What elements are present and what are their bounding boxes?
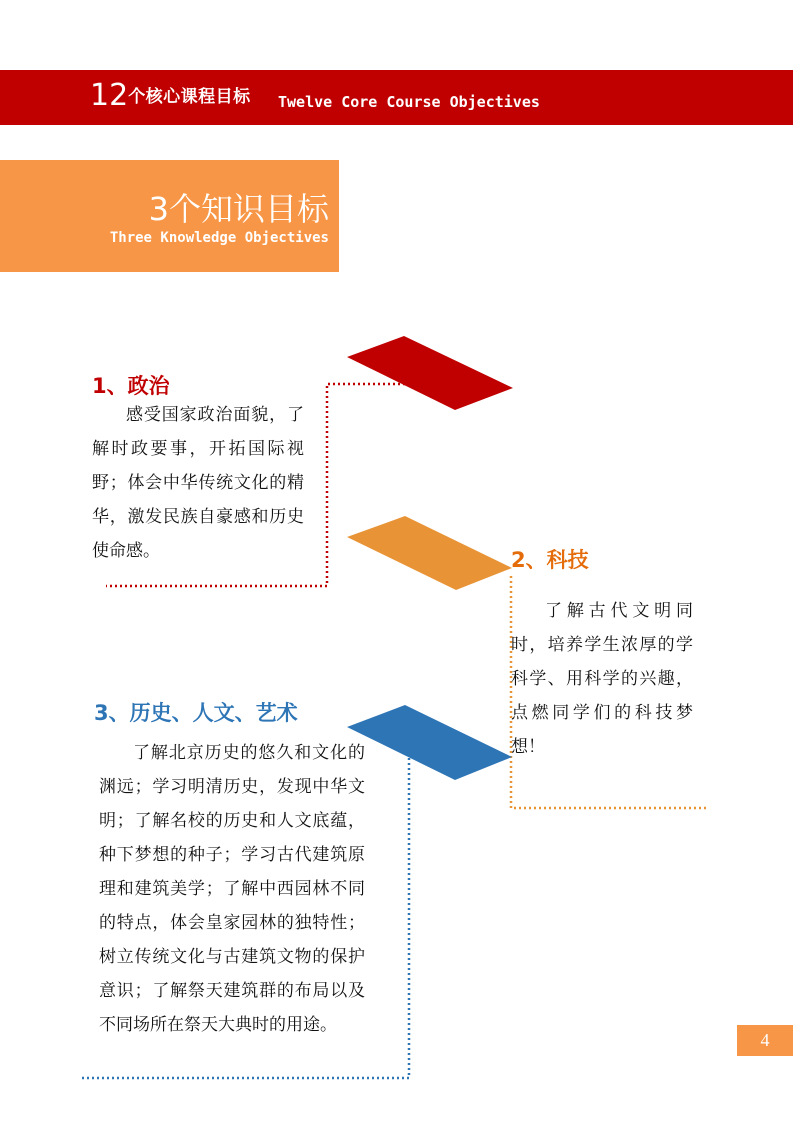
page-number: 4 [760,1030,770,1050]
banner-title: 3个知识目标 [148,190,329,228]
diamond-blue [347,705,512,780]
section-heading-politics: 1、政治 [92,374,170,398]
section-body-technology: 了解古代文明同时，培养学生浓厚的学科学、用科学的兴趣，点燃同学们的科技梦想！ [511,601,693,757]
header-number: 12 [90,78,129,113]
section-heading-technology: 2、科技 [511,548,589,572]
banner-subtitle: Three Knowledge Objectives [109,230,329,246]
header-title-en: Twelve Core Course Objectives [278,93,540,111]
diamond-orange [347,516,512,590]
section-body-history-arts: 了解北京历史的悠久和文化的渊远；学习明清历史，发现中华文明；了解名校的历史和人文底蕴，种下梦想的种子；学习古代建筑原理和建筑美学；了解中西园林不同的特点，体会皇家园林的独特性；树立传统文化与古建筑文物的保护意识；了解祭天建筑群的布局以及不同场所在祭天大典时的用途。 [99,743,365,1035]
header-title-cn: 个核心课程目标 [128,87,251,107]
section-body-politics: 感受国家政治面貌，了解时政要事，开拓国际视野；体会中华传统文化的精华，激发民族自豪感和历史使命感。 [92,405,304,561]
page-number-box [737,1025,793,1056]
diamond-red [347,336,513,410]
section-heading-history-arts: 3、历史、人文、艺术 [94,701,298,725]
